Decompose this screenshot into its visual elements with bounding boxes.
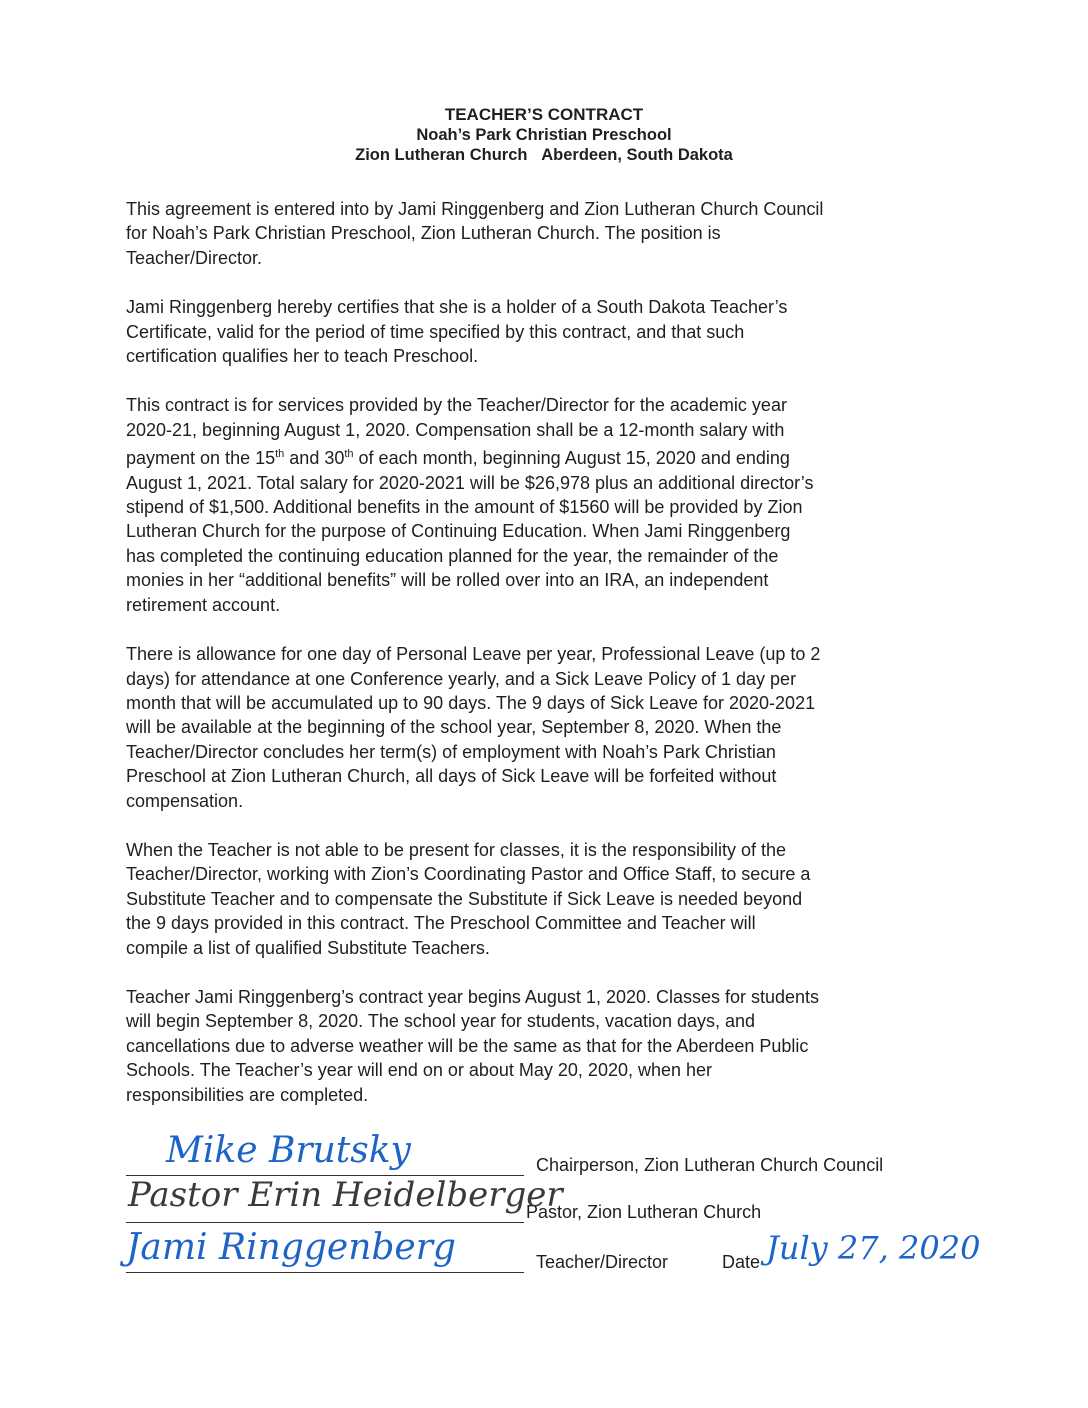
compensation-line: 2020-21, beginning August 1, 2020. Compensation shall be a 12-month salary with [126,419,785,440]
document-header [0,105,1088,165]
city-state: Aberdeen, South Dakota [541,146,733,164]
school-name: Noah’s Park Christian Preschool [416,126,672,144]
teacher-signature-line [126,1227,981,1273]
handwritten-date: July 27, 2020 [766,1229,981,1267]
compensation-line: This contract is for services provided by the Teacher/Director for the academic year [126,395,787,416]
contract-body [126,197,966,1132]
church-name: Zion Lutheran Church [355,146,528,164]
substitute-paragraph: When the Teacher is not able to be present for classes, it is the responsibility of the Teacher/Director, working with Zion’s Coordinating Pastor and Office Staff, to secure a Substitute Teacher and to compensate the Substitute if Sick Leave is needed beyond the 9 days provided in this contract. The Preschool Committee and Teacher will compile a list of qualified Substitute Teachers. [126,839,811,958]
pastor-signature-line [126,1175,956,1223]
date-label [722,1252,760,1273]
certification-paragraph: Jami Ringgenberg hereby certifies that she is a holder of a South Dakota Teacher’s Certificate, valid for the period of time specified by this contract, and that such certification qualifies her to teach Preschool. [126,297,788,367]
teacher-handwritten-signature: Jami Ringgenberg [126,1227,456,1268]
compensation-paragraph [126,393,966,617]
chair-role: Chairperson, Zion Lutheran Church Council [536,1155,884,1175]
ordinal-suffix: th [344,448,354,461]
signature-rule [126,1272,524,1273]
chair-handwritten-signature: Mike Brutsky [166,1130,411,1171]
church-location [0,145,1088,165]
teacher-role: Teacher/Director [536,1252,669,1272]
document-title: TEACHER’S CONTRACT [444,105,644,124]
compensation-line: and 30 [284,448,345,469]
agreement-paragraph: This agreement is entered into by Jami Ringgenberg and Zion Lutheran Church Council for Noah’s Park Christian Preschool, Zion Lutheran Church. The position is Teacher/Director. [126,199,824,268]
date-caption: Date [722,1252,761,1272]
compensation-line: payment on the 15 [126,448,276,469]
compensation-rest: August 1, 2021. Total salary for 2020-2021 will be $26,978 plus an additional director’s stipend of $1,500. Additional benefits in the amount of $1560 will be provided by Zion Lutheran Church for the purpose of Continuing Education. When Jami Ringgenberg has completed the continuing education planned for the year, the remainder of the monies in her “additional benefits” will be rolled over into an IRA, an independent retirement account. [126,472,814,615]
contract-year-paragraph: Teacher Jami Ringgenberg’s contract year begins August 1, 2020. Classes for students will begin September 8, 2020. The school year for students, vacation days, and cancellations due to adverse weather will be the same as that for the Aberdeen Public Schools. The Teacher’s year will end on or about May 20, 2020, when her responsibilities are completed. [126,986,820,1105]
leave-paragraph: There is allowance for one day of Personal Leave per year, Professional Leave (up to 2 days) for attendance at one Conference yearly, and a Sick Leave Policy of 1 day per month that will be accumulated up to 90 days. The 9 days of Sick Leave for 2020-2021 will be available at the beginning of the school year, September 8, 2020. When the Teacher/Director concludes her term(s) of employment with Noah’s Park Christian Preschool at Zion Lutheran Church, all days of Sick Leave will be forfeited without compensation. [126,644,821,811]
pastor-role: Pastor, Zion Lutheran Church [526,1202,762,1222]
signature-rule [126,1222,524,1223]
compensation-line: of each month, beginning August 15, 2020 and ending [353,448,790,469]
ordinal-suffix: th [275,448,285,461]
chair-signature-line [126,1130,956,1176]
pastor-handwritten-signature: Pastor Erin Heidelberger [128,1175,563,1215]
